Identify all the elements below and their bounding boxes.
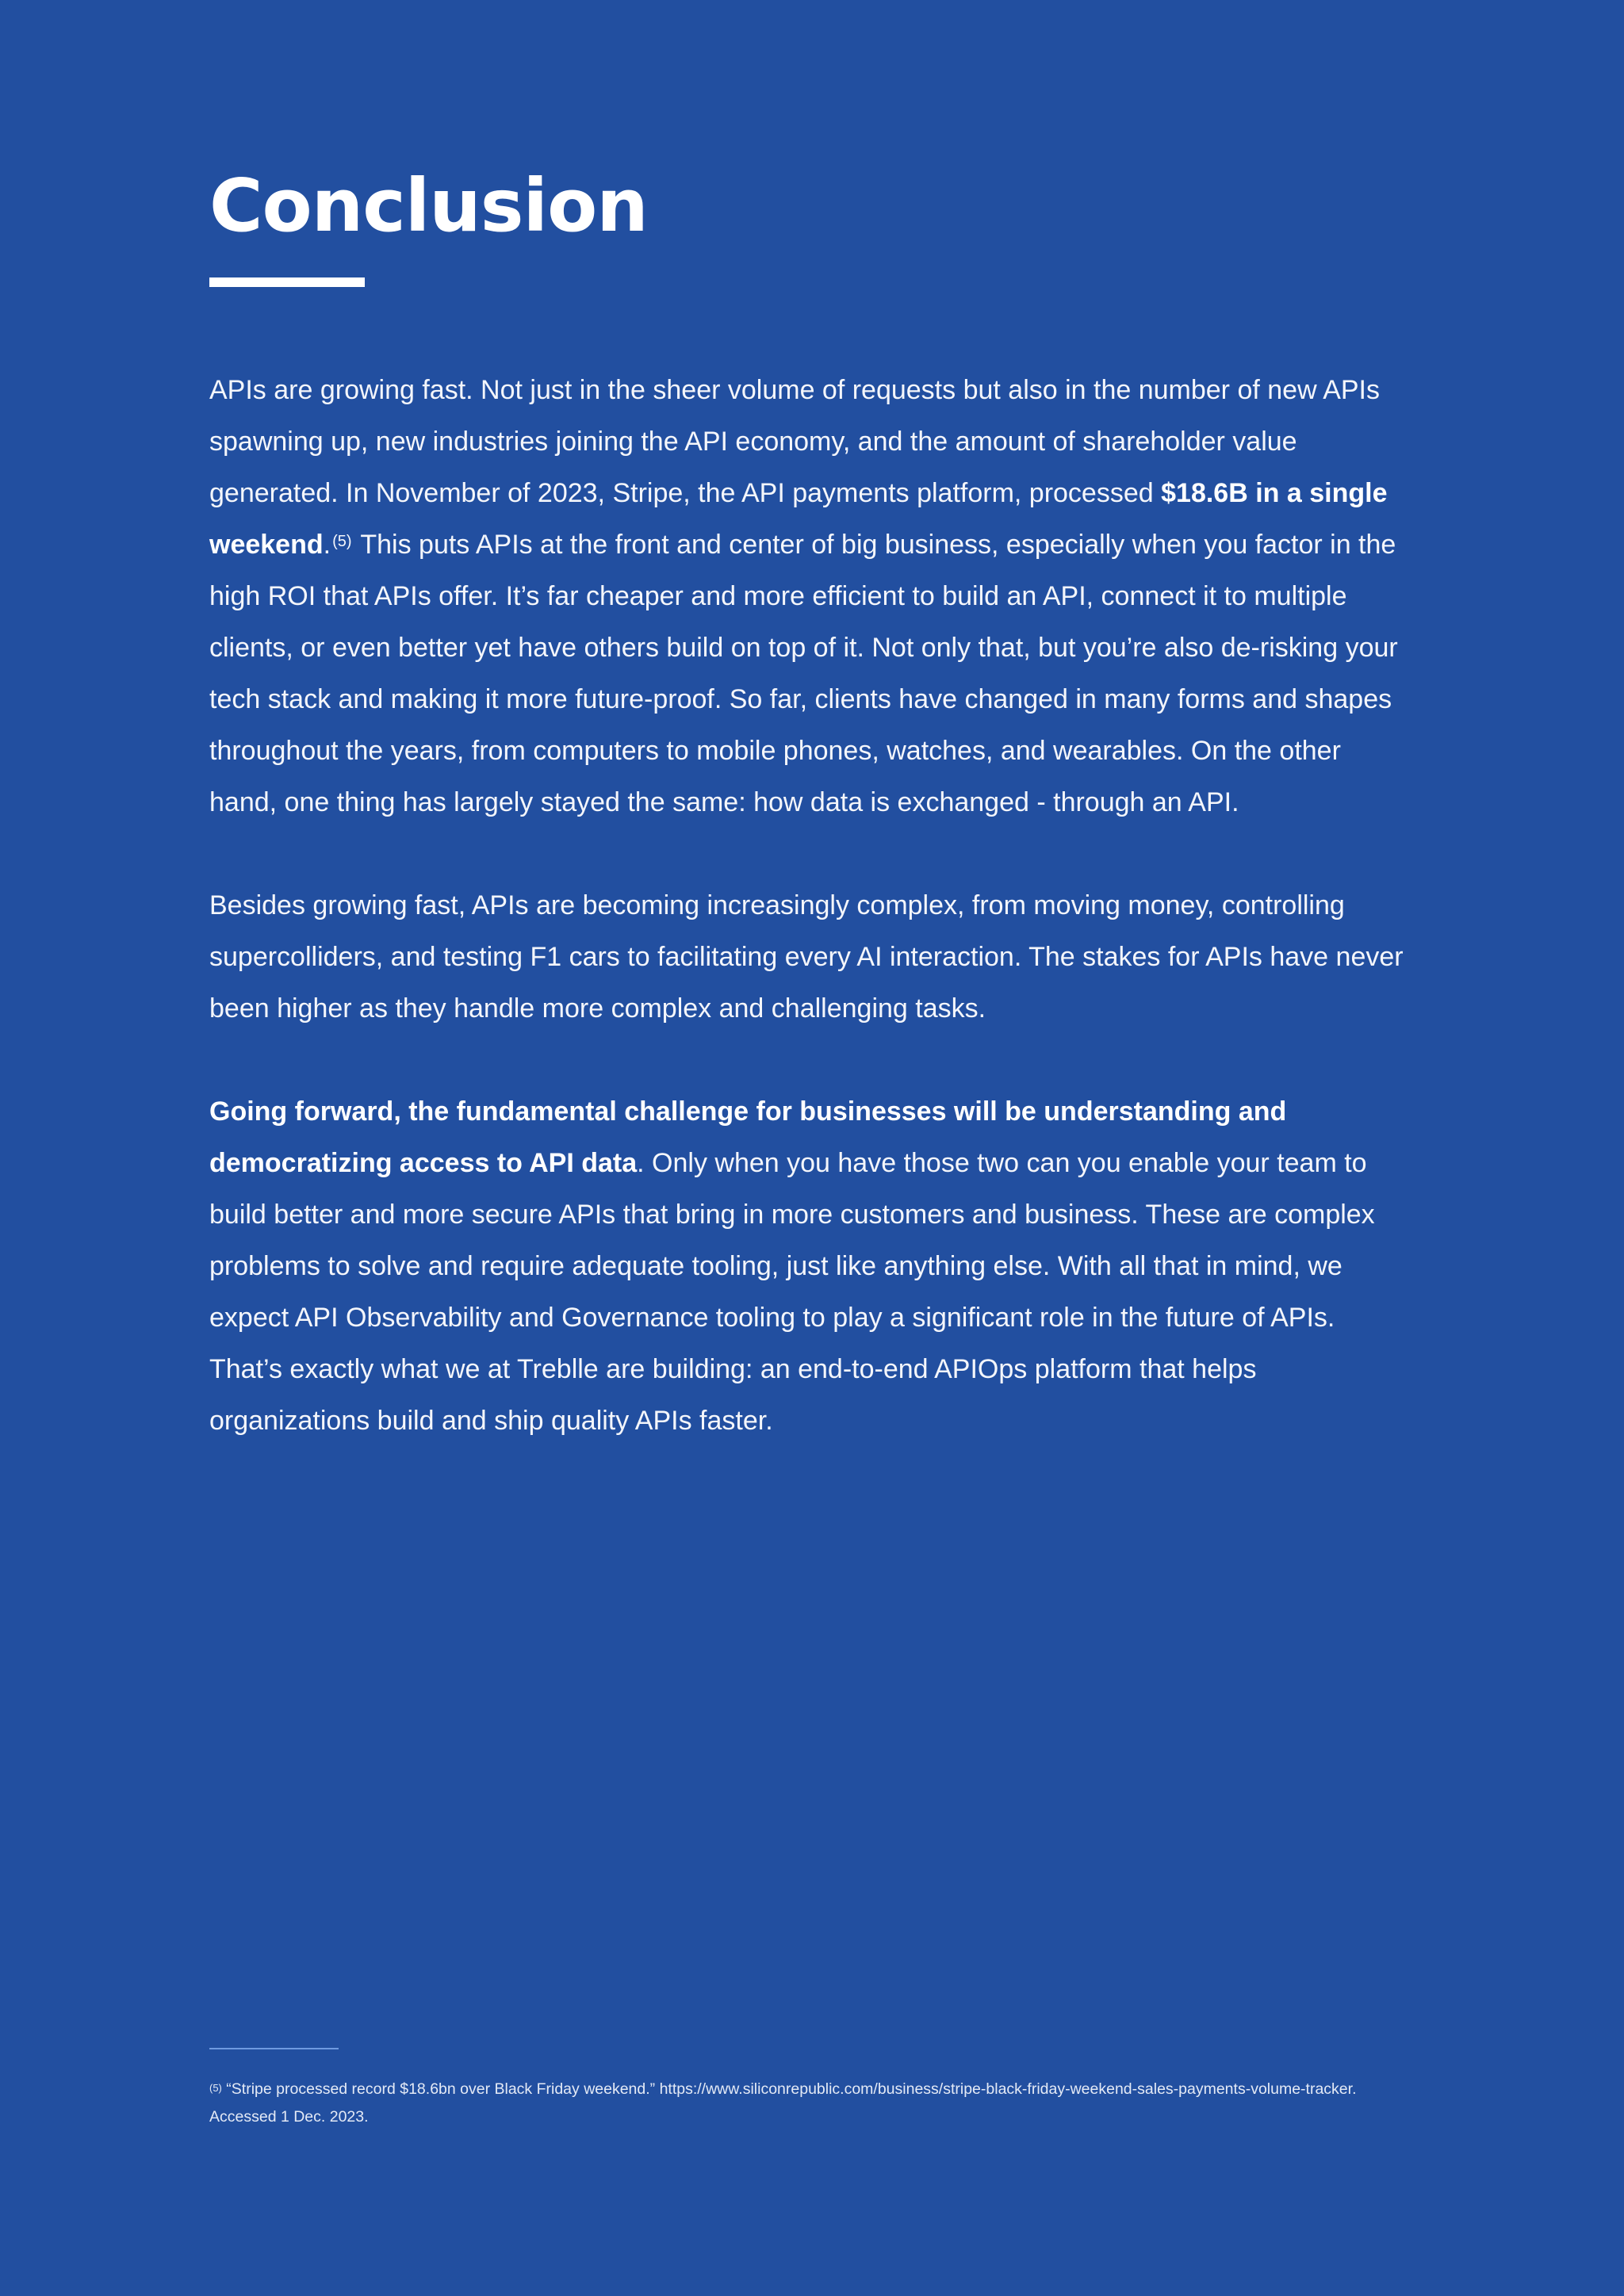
paragraph-1-text-end: This puts APIs at the front and center of big business, especially when you factor in the high ROI that APIs offer. It’s far cheaper and more efficient to build an API, connect it to multiple clients, or even better yet have others build on top of it. Not only that, but you’re also de-risking your tech stack and making it more future-proof. So far, clients have changed in many forms and shapes throughout the years, from computers to mobile phones, watches, and wearables. On the other hand, one thing has largely stayed the same: how data is exchanged - through an API.	[209, 530, 1398, 817]
footnote-divider	[209, 2048, 339, 2049]
footnote	[209, 2076, 1415, 2131]
paragraph-1-highlight: $18.6B in a single weekend	[209, 478, 1388, 560]
paragraph-2: Besides growing fast, APIs are becoming increasingly complex, from moving money, controlling supercolliders, and testing F1 cars to facilitating every AI interaction. The stakes for APIs have never been higher as they handle more complex and challenging tasks.	[209, 890, 1404, 1024]
paragraph-3-text: . Only when you have those two can you enable your team to build better and more secure APIs that bring in more customers and business. These are complex problems to solve and require adequate tooling, just like anything else. With all that in mind, we expect API Observability and Governance tooling to play a significant role in the future of APIs. That’s exactly what we at Treblle are building: an end-to-end APIOps platform that helps organizations build and ship quality APIs faster.	[209, 1148, 1375, 1436]
footnote-reference[interactable]: (5)	[332, 533, 352, 550]
page-title: Conclusion	[209, 163, 648, 248]
paragraph-3	[209, 1086, 1415, 1447]
footnote-text: “Stripe processed record $18.6bn over Black Friday weekend.” https://www.siliconrepublic.com/business/stripe-black-friday-weekend-sales-payments-volume-tracker. Accessed 1 Dec. 2023.	[209, 2080, 1357, 2126]
title-underline	[209, 277, 365, 287]
body-text	[209, 365, 1415, 1498]
page	[209, 0, 1415, 2296]
paragraph-3-highlight: Going forward, the fundamental challenge for businesses will be understanding and democratizing access to API data	[209, 1096, 1287, 1178]
footnote-mark: (5)	[209, 2082, 222, 2094]
paragraph-1-period: .	[323, 530, 331, 560]
paragraph-1	[209, 365, 1415, 828]
paragraph-1-text-start: APIs are growing fast. Not just in the sheer volume of requests but also in the number of new APIs spawning up, new industries joining the API economy, and the amount of shareholder value generated. In November of 2023, Stripe, the API payments platform, processed	[209, 375, 1380, 508]
